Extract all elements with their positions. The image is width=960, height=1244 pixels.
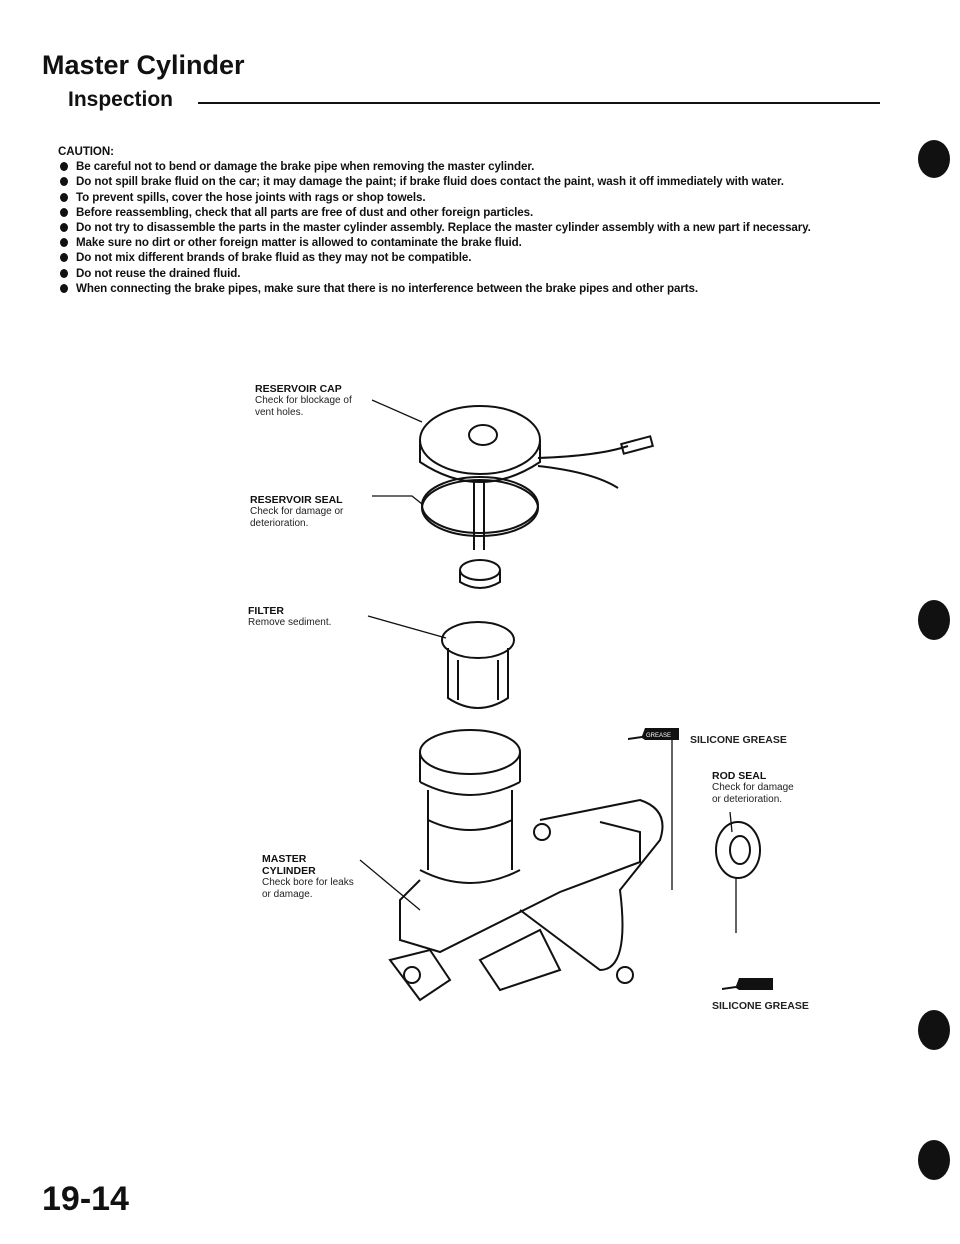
master-cylinder-body-drawing [390,730,663,1000]
reservoir-seal-label [250,494,370,530]
silicone-grease-label-top: SILICONE GREASE [690,734,787,746]
grease-tube-icon [628,728,773,990]
leader-lines [360,400,736,933]
rod-seal-label [712,770,802,806]
page-title: Master Cylinder [42,50,245,80]
reservoir-seal-drawing [422,477,538,588]
part-name: ROD SEAL [712,770,767,782]
reservoir-cap-label [255,383,365,419]
caution-item: Do not reuse the drained fluid. [58,266,878,281]
part-name: RESERVOIR CAP [255,383,342,395]
part-name: RESERVOIR SEAL [250,494,343,506]
filter-label [248,605,368,629]
section-title: Inspection [68,88,174,111]
caution-item: When connecting the brake pipes, make sure that there is no interference between the brake pipes and other parts. [58,281,878,296]
caution-item: Be careful not to bend or damage the brake pipe when removing the master cylinder. [58,159,878,174]
caution-item: Do not try to disassemble the parts in the master cylinder assembly. Replace the master cylinder assembly with a new part if necessary. [58,220,878,235]
caution-item: Do not mix different brands of brake fluid as they may not be compatible. [58,250,878,265]
part-name: MASTER CYLINDER [262,853,316,877]
filter-drawing [442,622,514,708]
part-note: Check bore for leaks or damage. [262,877,354,900]
reservoir-cap-drawing [420,406,653,488]
grease-tube-text: GREASE [646,733,672,739]
part-note: Check for blockage of vent holes. [255,395,352,418]
master-cylinder-label [262,853,362,901]
caution-item: To prevent spills, cover the hose joints with rags or shop towels. [58,190,878,205]
part-name: FILTER [248,605,284,617]
caution-item: Make sure no dirt or other foreign matter is allowed to contaminate the brake fluid. [58,235,878,250]
caution-item: Do not spill brake fluid on the car; it may damage the paint; if brake fluid does contact the paint, wash it off immediately with water. [58,174,878,189]
silicone-grease-label-bottom: SILICONE GREASE [712,1000,809,1012]
page-number: 19-14 [42,1180,129,1218]
part-note: Remove sediment. [248,617,332,628]
rod-seal-drawing [716,822,760,878]
part-note: Check for damage or deterioration. [712,782,794,805]
caution-heading: CAUTION: [58,145,114,158]
part-note: Check for damage or deterioration. [250,506,344,529]
caution-item: Before reassembling, check that all parts are free of dust and other foreign particles. [58,205,878,220]
